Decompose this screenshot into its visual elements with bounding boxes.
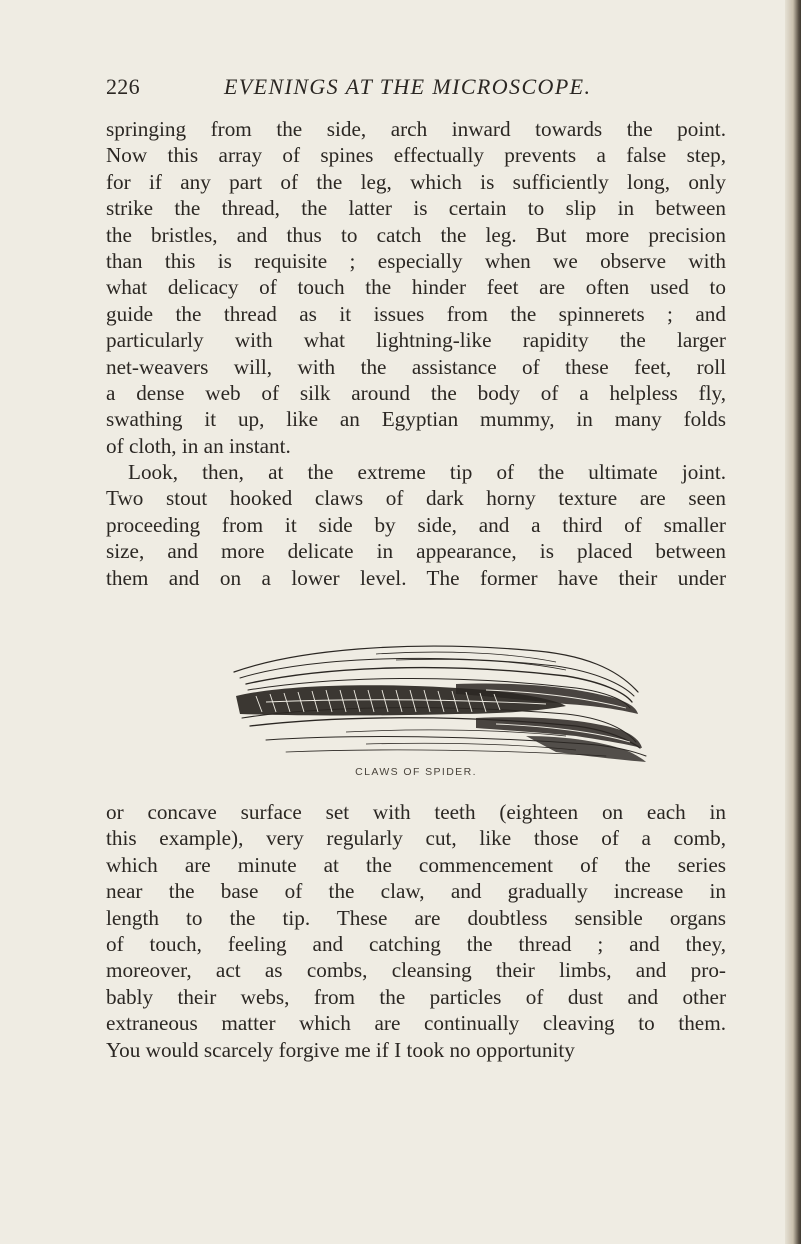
text-line: them and on a lower level. The former have their under	[106, 565, 726, 590]
text-line: of touch, feeling and catching the thread ; and they,	[106, 932, 726, 957]
text-line: strike the thread, the latter is certain to slip in between	[106, 196, 726, 221]
text-line: moreover, act as combs, cleansing their limbs, and pro-	[106, 958, 726, 983]
text-line: Now this array of spines effectually prevents a false step,	[106, 143, 726, 168]
text-line: You would scarcely forgive me if I took no opportunity	[106, 1037, 575, 1062]
text-line: guide the thread as it issues from the spinnerets ; and	[106, 301, 726, 326]
running-head: EVENINGS AT THE MICROSCOPE.	[224, 74, 592, 99]
page-header	[106, 74, 716, 104]
text-line: length to the tip. These are doubtless sensible organs	[106, 905, 726, 930]
text-line: particularly with what lightning-like rapidity the larger	[106, 328, 726, 353]
text-line: a dense web of silk around the body of a helpless fly,	[106, 381, 726, 406]
paragraph-3	[106, 799, 726, 1063]
text-line: or concave surface set with teeth (eighteen on each in	[106, 800, 726, 824]
text-line: extraneous matter which are continually cleaving to them.	[106, 1011, 726, 1036]
paragraph-1	[106, 116, 726, 459]
text-line: net-weavers will, with the assistance of these feet, roll	[106, 354, 726, 379]
text-line: Look, then, at the extreme tip of the ultimate joint.	[128, 460, 726, 484]
text-line: what delicacy of touch the hinder feet are often used to	[106, 275, 726, 300]
claws-of-spider-illustration	[226, 644, 652, 762]
text-line: for if any part of the leg, which is sufficiently long, only	[106, 169, 726, 194]
text-line: bably their webs, from the particles of dust and other	[106, 984, 726, 1009]
paragraph-2	[106, 459, 726, 591]
text-line: of cloth, in an instant.	[106, 433, 291, 458]
text-line: Two stout hooked claws of dark horny texture are seen	[106, 486, 726, 511]
text-line: than this is requisite ; especially when we observe with	[106, 249, 726, 274]
text-line: which are minute at the commencement of the series	[106, 852, 726, 877]
text-line: size, and more delicate in appearance, is placed between	[106, 539, 726, 564]
text-line: proceeding from it side by side, and a third of smaller	[106, 512, 726, 537]
text-line: near the base of the claw, and gradually increase in	[106, 879, 726, 904]
figure-caption: CLAWS OF SPIDER.	[355, 766, 477, 778]
text-line: the bristles, and thus to catch the leg. But more precision	[106, 222, 726, 247]
text-line: this example), very regularly cut, like those of a comb,	[106, 826, 726, 851]
text-line: springing from the side, arch inward towards the point.	[106, 117, 726, 141]
page-number: 226	[106, 74, 140, 99]
page-edge	[785, 0, 801, 1244]
text-line: swathing it up, like an Egyptian mummy, in many folds	[106, 407, 726, 432]
